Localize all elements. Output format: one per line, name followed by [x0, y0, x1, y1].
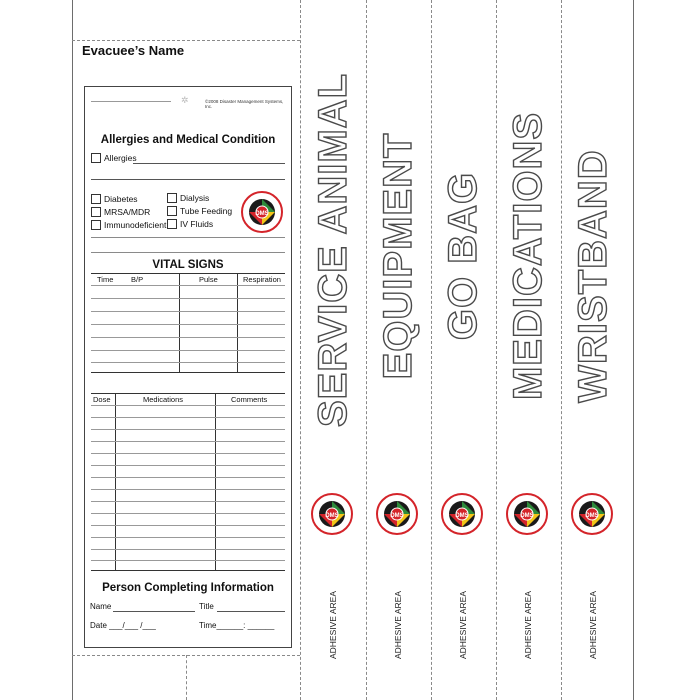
adhesive-area-label: ADHESIVE AREA — [588, 590, 598, 660]
table-row[interactable] — [91, 441, 285, 442]
mrsa-checkbox[interactable] — [91, 207, 101, 217]
adhesive-area-label: ADHESIVE AREA — [328, 590, 338, 660]
dms-logo-icon — [241, 191, 283, 233]
condition-label: Diabetes — [104, 194, 138, 204]
watermark-icon: ✲ — [181, 95, 189, 105]
perforation-line — [300, 0, 301, 700]
iv-fluids-checkbox[interactable] — [167, 219, 177, 229]
perforation-line — [561, 0, 562, 700]
svg-text:DMS: DMS — [325, 513, 339, 519]
table-row[interactable] — [91, 285, 285, 286]
condition-row — [167, 193, 209, 203]
dialysis-checkbox[interactable] — [167, 193, 177, 203]
svg-text:DMS: DMS — [520, 513, 534, 519]
condition-label: IV Fluids — [180, 219, 214, 229]
time-field[interactable]: Time______: ______ — [199, 621, 275, 630]
allergies-checkbox[interactable] — [91, 153, 101, 163]
table-column-line — [215, 394, 216, 570]
condition-label: MRSA/MDR — [104, 207, 151, 217]
strip-word-service-animal: SERVICE ANIMAL — [311, 72, 355, 428]
dms-logo-icon — [571, 493, 613, 535]
condition-row — [167, 219, 213, 229]
logo-text: DMS — [255, 211, 269, 217]
perforation-line — [186, 655, 187, 700]
table-column-line — [237, 274, 238, 372]
meds-header: Comments — [231, 395, 268, 404]
card-header-line — [91, 101, 171, 102]
name-input-line[interactable] — [113, 611, 195, 612]
name-field-label: Name — [90, 602, 112, 611]
vitals-header: Time — [97, 275, 114, 284]
table-row[interactable] — [91, 429, 285, 430]
table-row[interactable] — [91, 525, 285, 526]
table-column-line — [115, 394, 116, 570]
condition-row — [91, 194, 138, 204]
condition-row — [91, 207, 150, 217]
copyright-text: ©2008 Disaster Management Systems, Inc. — [205, 99, 284, 109]
table-row[interactable] — [91, 298, 285, 299]
allergies-line[interactable] — [133, 163, 285, 164]
strip-word-medications: MEDICATIONS — [506, 111, 550, 401]
allergies-line-2[interactable] — [91, 179, 285, 180]
table-row[interactable] — [91, 560, 285, 561]
perforation-line — [366, 0, 367, 700]
divider — [91, 252, 285, 253]
perforation-line — [431, 0, 432, 700]
allergies-row — [91, 153, 137, 163]
strip-word-wristband: WRISTBAND — [571, 149, 615, 403]
table-row[interactable] — [91, 311, 285, 312]
allergies-title: Allergies and Medical Condition — [100, 134, 276, 146]
vitals-header: Pulse — [199, 275, 218, 284]
strip-word-equipment: EQUIPMENT — [376, 132, 420, 380]
svg-text:DMS: DMS — [390, 513, 404, 519]
vitals-header: Respiration — [243, 275, 281, 284]
allergies-label: Allergies — [104, 153, 137, 163]
medical-card — [84, 86, 292, 648]
adhesive-area-label: ADHESIVE AREA — [523, 590, 533, 660]
perforation-line — [72, 40, 300, 41]
table-row[interactable] — [91, 549, 285, 550]
table-row[interactable] — [91, 513, 285, 514]
immunodeficient-checkbox[interactable] — [91, 220, 101, 230]
table-row[interactable] — [91, 324, 285, 325]
vitals-header: B/P — [131, 275, 144, 284]
table-row[interactable] — [91, 453, 285, 454]
table-row[interactable] — [91, 362, 285, 363]
dms-logo-icon — [376, 493, 418, 535]
title-field-label: Title — [199, 602, 214, 611]
tube-feeding-checkbox[interactable] — [167, 206, 177, 216]
meds-header: Medications — [143, 395, 184, 404]
condition-label: Dialysis — [180, 193, 210, 203]
strip-word-go-bag: GO BAG — [441, 171, 485, 341]
table-row[interactable] — [91, 477, 285, 478]
condition-row — [91, 220, 166, 230]
table-row[interactable] — [91, 350, 285, 351]
table-row[interactable] — [91, 465, 285, 466]
vital-signs-table — [91, 273, 285, 373]
vital-signs-title: VITAL SIGNS — [152, 259, 224, 271]
date-field[interactable]: Date ___/___ /___ — [90, 621, 156, 630]
dms-logo-icon — [506, 493, 548, 535]
table-row[interactable] — [91, 405, 285, 406]
table-row[interactable] — [91, 501, 285, 502]
dms-logo-icon — [311, 493, 353, 535]
evacuee-name-label: Evacuee’s Name — [82, 43, 185, 58]
condition-row — [167, 206, 232, 216]
table-row[interactable] — [91, 537, 285, 538]
perforation-line — [496, 0, 497, 700]
medications-table — [91, 393, 285, 571]
table-row[interactable] — [91, 489, 285, 490]
svg-text:DMS: DMS — [585, 513, 599, 519]
person-completing-title: Person Completing Information — [102, 582, 274, 594]
condition-label: Immunodeficient — [104, 220, 167, 230]
adhesive-area-label: ADHESIVE AREA — [393, 590, 403, 660]
diabetes-checkbox[interactable] — [91, 194, 101, 204]
dms-logo-icon — [441, 493, 483, 535]
condition-label: Tube Feeding — [180, 206, 233, 216]
table-column-line — [179, 274, 180, 372]
adhesive-area-label: ADHESIVE AREA — [458, 590, 468, 660]
title-input-line[interactable] — [217, 611, 285, 612]
divider — [91, 237, 285, 238]
svg-text:DMS: DMS — [455, 513, 469, 519]
table-row[interactable] — [91, 417, 285, 418]
table-row[interactable] — [91, 337, 285, 338]
meds-header: Dose — [93, 395, 111, 404]
